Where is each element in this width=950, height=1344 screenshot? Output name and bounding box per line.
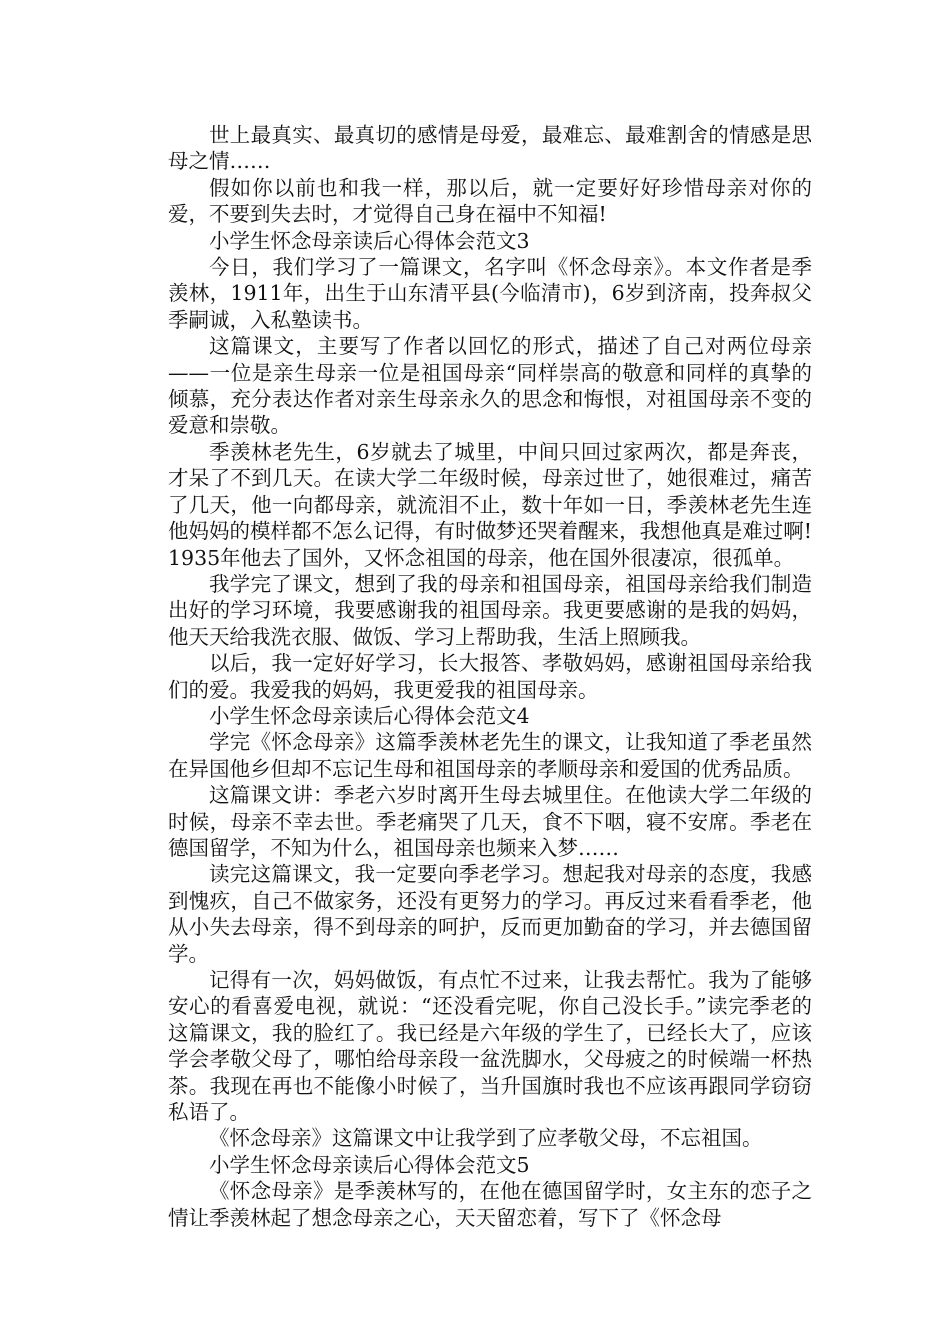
paragraph: 读完这篇课文，我一定要向季老学习。想起我对母亲的态度，我感到愧疚，自己不做家务，还没有更努力的学习。再反过来看看季老，他从小失去母亲，得不到母亲的呵护，反而更加勤奋的学习，并去德国留学。 bbox=[168, 862, 812, 966]
paragraph: 《怀念母亲》这篇课文中让我学到了应孝敬父母，不忘祖国。 bbox=[209, 1126, 763, 1151]
paragraph: 世上最真实、最真切的感情是母爱，最难忘、最难割舍的情感是思母之情…… bbox=[168, 123, 812, 174]
section-heading: 小学生怀念母亲读后心得体会范文4 bbox=[209, 703, 530, 728]
paragraph: 今日，我们学习了一篇课文，名字叫《怀念母亲》。本文作者是季羡林，1911年，出生于山东清平县(今临清市)，6岁到济南，投奔叔父季嗣诚，入私塾读书。 bbox=[168, 255, 812, 332]
document-body bbox=[168, 122, 812, 1231]
paragraph: 我学完了课文，想到了我的母亲和祖国母亲，祖国母亲给我们制造出好的学习环境，我要感谢我的祖国母亲。我更要感谢的是我的妈妈，他天天给我洗衣服、做饭、学习上帮助我，生活上照顾我。 bbox=[168, 571, 812, 649]
section-heading: 小学生怀念母亲读后心得体会范文3 bbox=[209, 228, 530, 253]
paragraph: 《怀念母亲》是季羡林写的，在他在德国留学时，女主东的恋子之情让季羡林起了想念母亲之心，天天留恋着，写下了《怀念母 bbox=[168, 1179, 812, 1230]
paragraph: 季羡林老先生，6岁就去了城里，中间只回过家两次，都是奔丧，才呆了不到几天。在读大学二年级时候，母亲过世了，她很难过，痛苦了几天，他一向都母亲，就流泪不止，数十年如一日，季羡林老先生连他妈妈的模样都不怎么记得，有时做梦还哭着醒来，我想他真是难过啊!1935年他去了国外，又怀念祖国的母亲，他在国外很凄凉，很孤单。 bbox=[168, 439, 812, 570]
paragraph: 以后，我一定好好学习，长大报答、孝敬妈妈，感谢祖国母亲给我们的爱。我爱我的妈妈，我更爱我的祖国母亲。 bbox=[168, 651, 812, 702]
paragraph: 学完《怀念母亲》这篇季羡林老先生的课文，让我知道了季老虽然在异国他乡但却不忘记生母和祖国母亲的孝顺母亲和爱国的优秀品质。 bbox=[168, 730, 812, 781]
paragraph: 这篇课文，主要写了作者以回忆的形式，描述了自己对两位母亲——一位是亲生母亲一位是祖国母亲“同样崇高的敬意和同样的真挚的倾慕，充分表达作者对亲生母亲永久的思念和悔恨，对祖国母亲不变的爱意和崇敬。 bbox=[168, 334, 812, 438]
section-heading: 小学生怀念母亲读后心得体会范文5 bbox=[209, 1152, 530, 1177]
paragraph: 假如你以前也和我一样，那以后，就一定要好好珍惜母亲对你的爱，不要到失去时，才觉得自己身在福中不知福! bbox=[168, 175, 812, 227]
paragraph: 记得有一次，妈妈做饭，有点忙不过来，让我去帮忙。我为了能够安心的看喜爱电视，就说：“还没看完呢，你自己没长手。”读完季老的这篇课文，我的脸红了。我已经是六年级的学生了，已经长大了，应该学会孝敬父母了，哪怕给母亲段一盆洗脚水，父母疲之的时候端一杯热茶。我现在再也不能像小时候了，当升国旗时我也不应该再跟同学窃窃私语了。 bbox=[168, 968, 812, 1125]
paragraph: 这篇课文讲：季老六岁时离开生母去城里住。在他读大学二年级的时候，母亲不幸去世。季老痛哭了几天，食不下咽，寝不安席。季老在德国留学，不知为什么，祖国母亲也频来入梦…… bbox=[168, 783, 812, 860]
